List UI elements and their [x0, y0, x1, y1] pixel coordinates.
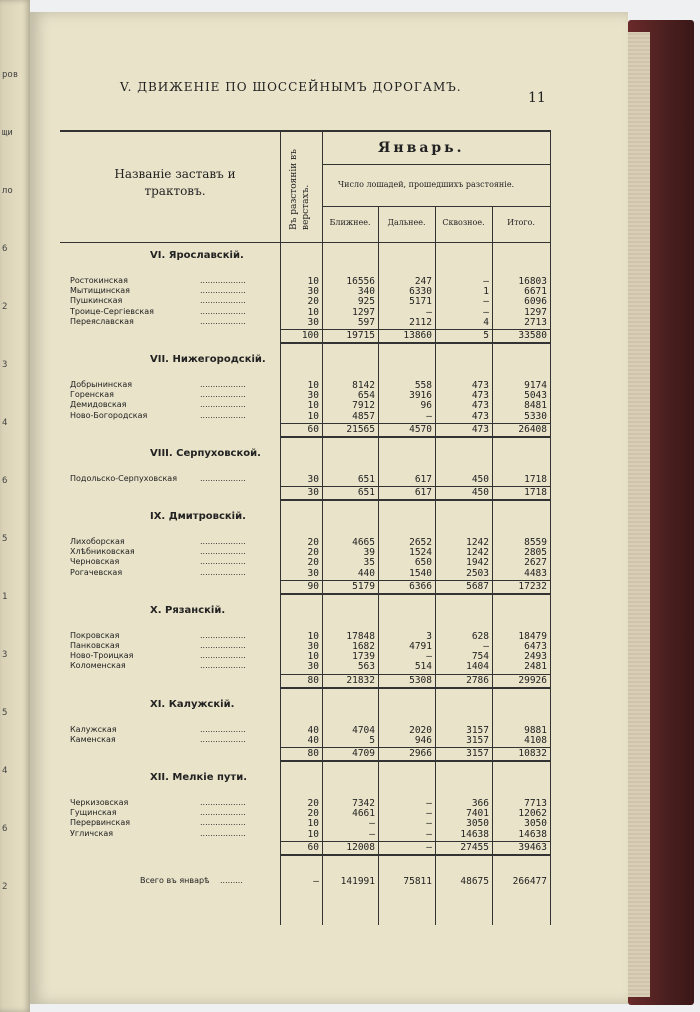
total-cell: 29926: [518, 674, 547, 686]
value-cell: 1297: [524, 306, 547, 318]
total-cell: 5: [483, 330, 489, 341]
value-cell: 7401: [466, 808, 489, 820]
distance-cell: 30: [307, 567, 319, 579]
value-cell: —: [426, 818, 432, 830]
total-cell: 651: [357, 487, 375, 498]
leader-dots: ..................: [200, 818, 246, 828]
leader-dots: ..................: [200, 651, 246, 661]
value-cell: 8559: [524, 537, 547, 548]
value-cell: 2652: [409, 537, 432, 548]
grand-total-label: Всего въ январѣ: [140, 875, 210, 885]
value-cell: 4857: [352, 410, 375, 422]
row-name: Горенская: [70, 390, 114, 400]
distance-cell: 20: [307, 557, 319, 569]
value-cell: 1739: [352, 651, 375, 663]
distance-cell: 90: [307, 580, 319, 592]
value-cell: 3157: [466, 734, 489, 746]
value-cell: 597: [357, 316, 375, 328]
value-cell: 4661: [352, 808, 375, 820]
value-cell: 5171: [409, 296, 432, 308]
leader-dots: ..................: [200, 276, 246, 285]
fragment-text: ло: [2, 186, 13, 196]
distance-cell: 30: [307, 286, 319, 298]
value-cell: 247: [414, 276, 432, 287]
value-cell: 1524: [409, 547, 432, 559]
distance-cell: 80: [307, 674, 319, 686]
value-cell: 3050: [466, 818, 489, 830]
section-rule: [280, 436, 550, 438]
total-cell: 75811: [403, 875, 432, 887]
leader-dots: ..................: [200, 547, 246, 557]
value-cell: 6671: [524, 286, 547, 298]
fragment-text: 4: [2, 766, 8, 776]
distance-cell: 80: [307, 748, 319, 759]
row-name: Добрынинская: [70, 380, 133, 389]
total-cell: 19715: [346, 330, 375, 341]
total-cell: 12008: [346, 841, 375, 853]
leader-dots: ..................: [200, 828, 246, 838]
value-cell: 514: [414, 661, 432, 673]
value-cell: 563: [357, 661, 375, 673]
value-cell: 2020: [409, 724, 432, 736]
fragment-text: 4: [2, 418, 8, 428]
fragment-text: 5: [2, 708, 8, 718]
total-cell: 21832: [346, 674, 375, 686]
total-cell: 4709: [352, 748, 375, 759]
fragment-text: 1: [2, 592, 8, 602]
distance-cell: 10: [307, 818, 319, 830]
section-rule: [280, 342, 550, 344]
distance-cell: 20: [307, 547, 319, 559]
value-cell: —: [426, 798, 432, 809]
value-cell: 6096: [524, 296, 547, 308]
month-rule: [322, 164, 550, 165]
value-cell: 18479: [518, 630, 547, 642]
row-name: Покровская: [70, 630, 120, 640]
page: [30, 12, 628, 1004]
total-cell: 3157: [466, 748, 489, 759]
section-title: XII. Мелкіе пути.: [150, 772, 247, 783]
row-name: Калужская: [70, 724, 117, 734]
distance-cell: —: [313, 875, 319, 887]
value-cell: 1718: [524, 473, 547, 485]
value-cell: 440: [357, 567, 375, 579]
value-cell: 754: [471, 651, 489, 663]
section-title: VIII. Серпуховской.: [150, 447, 261, 459]
value-cell: —: [483, 641, 489, 652]
value-cell: —: [369, 818, 375, 830]
value-cell: —: [426, 808, 432, 820]
row-name: Коломенская: [70, 661, 126, 671]
month-header: Январь.: [378, 140, 465, 156]
row-name: Хлѣбниковская: [70, 547, 135, 557]
value-cell: 4483: [524, 567, 547, 579]
row-name: Переяславская: [70, 316, 134, 326]
value-cell: 39: [363, 547, 375, 559]
total-cell: 617: [414, 487, 432, 498]
value-cell: —: [426, 828, 432, 840]
row-name: Рогачевская: [70, 567, 123, 577]
distance-cell: 100: [301, 330, 319, 341]
value-cell: 473: [471, 390, 489, 402]
page-header: V. ДВИЖЕНІЕ ПО ШОССЕЙНЫМЪ ДОРОГАМЪ.: [120, 80, 462, 94]
distance-cell: 60: [307, 841, 319, 853]
fragment-text: 2: [2, 882, 8, 892]
table-top-rule: [60, 130, 550, 132]
distance-cell: 10: [307, 276, 319, 287]
section-title: IX. Дмитровскій.: [150, 511, 246, 522]
value-cell: 6330: [409, 286, 432, 298]
value-cell: 2503: [466, 567, 489, 579]
section-title: VI. Ярославскій.: [150, 250, 244, 261]
leader-dots: ..................: [200, 734, 246, 744]
value-cell: 6473: [524, 641, 547, 652]
row-name: Ростокинская: [70, 276, 128, 285]
total-cell: 10832: [518, 748, 547, 759]
row-name: Пушкинская: [70, 296, 123, 306]
value-cell: 3: [426, 630, 432, 642]
value-cell: 1242: [466, 547, 489, 559]
total-cell: 26408: [518, 423, 547, 435]
row-name: Черкизовская: [70, 798, 129, 807]
row-name: Мытищинская: [70, 286, 130, 296]
value-cell: 2713: [524, 316, 547, 328]
fragment-text: щи: [2, 128, 13, 138]
section-title: X. Рязанскій.: [150, 604, 226, 616]
value-cell: 14638: [460, 828, 489, 840]
row-name: Угличская: [70, 828, 114, 838]
distance-cell: 60: [307, 423, 319, 435]
leader-dots: ..................: [200, 641, 246, 650]
value-cell: 1682: [352, 641, 375, 652]
value-cell: —: [369, 828, 375, 840]
value-cell: 558: [414, 380, 432, 391]
sub-column-header: Сквозное.: [442, 218, 485, 227]
total-cell: 266477: [512, 875, 547, 887]
total-cell: 473: [471, 423, 489, 435]
leader-dots: ..................: [200, 724, 246, 734]
value-cell: 651: [357, 473, 375, 485]
fragment-text: 6: [2, 476, 8, 486]
value-cell: —: [483, 306, 489, 318]
value-cell: 1942: [466, 557, 489, 569]
leader-dots: ..................: [200, 808, 246, 818]
total-cell: 48675: [460, 875, 489, 887]
value-cell: 366: [471, 798, 489, 809]
fragment-text: 6: [2, 244, 8, 254]
value-cell: 5330: [524, 410, 547, 422]
group-header: Число лошадей, прошедшихъ разстояніе.: [338, 180, 515, 189]
value-cell: 1404: [466, 661, 489, 673]
total-cell: 5308: [409, 674, 432, 686]
row-name: Подольско-Серпуховская: [70, 473, 178, 483]
leader-dots: ..................: [200, 630, 246, 640]
total-cell: 39463: [518, 841, 547, 853]
fragment-text: 3: [2, 650, 8, 660]
row-name: Ново-Троицкая: [70, 651, 134, 661]
total-cell: 13860: [403, 330, 432, 341]
distance-cell: 20: [307, 798, 319, 809]
value-cell: 35: [363, 557, 375, 569]
value-cell: —: [483, 296, 489, 308]
distance-cell: 40: [307, 734, 319, 746]
leader-dots: ..................: [200, 306, 246, 316]
distance-cell: 30: [307, 487, 319, 498]
value-cell: 7713: [524, 798, 547, 809]
value-cell: 8481: [524, 400, 547, 412]
fragment-text: 2: [2, 302, 8, 312]
value-cell: 2805: [524, 547, 547, 559]
fragment-text: 5: [2, 534, 8, 544]
distance-cell: 20: [307, 808, 319, 820]
value-cell: 16556: [346, 276, 375, 287]
value-cell: 473: [471, 400, 489, 412]
previous-page-strip: [0, 0, 30, 1012]
total-cell: 1718: [524, 487, 547, 498]
distance-cell: 30: [307, 661, 319, 673]
value-cell: 3916: [409, 390, 432, 402]
page-number: 11: [528, 90, 546, 106]
total-cell: 2786: [466, 674, 489, 686]
value-cell: 1242: [466, 537, 489, 548]
name-column-header: Названіе заставъ и трактовъ.: [114, 167, 236, 198]
leader-dots: ..................: [200, 473, 246, 483]
section-rule: [280, 593, 550, 595]
section-rule: [280, 499, 550, 501]
table-header-rule: [60, 242, 550, 243]
value-cell: 14638: [518, 828, 547, 840]
value-cell: 9881: [524, 724, 547, 736]
value-cell: 946: [414, 734, 432, 746]
distance-cell: 30: [307, 390, 319, 402]
total-cell: —: [426, 841, 432, 853]
leader-dots: ..................: [200, 410, 246, 420]
value-cell: 1540: [409, 567, 432, 579]
page-edges: [628, 32, 650, 997]
row-name: Черновская: [70, 557, 120, 567]
row-name: Лихоборская: [70, 537, 125, 546]
distance-cell: 40: [307, 724, 319, 736]
value-cell: 17848: [346, 630, 375, 642]
fragment-text: 3: [2, 360, 8, 370]
distance-cell: 10: [307, 410, 319, 422]
section-title: VII. Нижегородскій.: [150, 354, 266, 365]
value-cell: —: [426, 306, 432, 318]
distance-cell: 30: [307, 641, 319, 652]
value-cell: —: [426, 410, 432, 422]
value-cell: 4704: [352, 724, 375, 736]
row-name: Демидовская: [70, 400, 127, 410]
value-cell: 4791: [409, 641, 432, 652]
value-cell: 654: [357, 390, 375, 402]
row-name: Гущинская: [70, 808, 117, 818]
row-name: Троице-Сергіевская: [70, 306, 154, 316]
leader-dots: ..................: [200, 661, 246, 671]
leader-dots: ..................: [200, 380, 246, 389]
leader-dots: .........: [220, 875, 243, 885]
value-cell: 3050: [524, 818, 547, 830]
sub-column-header: Дальнее.: [387, 218, 426, 227]
row-name: Панковская: [70, 641, 120, 650]
section-rule: [280, 687, 550, 689]
leader-dots: ..................: [200, 286, 246, 296]
distance-cell: 10: [307, 651, 319, 663]
value-cell: 450: [471, 473, 489, 485]
value-cell: 617: [414, 473, 432, 485]
section-rule: [280, 854, 550, 856]
value-cell: 16803: [518, 276, 547, 287]
value-cell: 8142: [352, 380, 375, 391]
value-cell: 7342: [352, 798, 375, 809]
total-cell: 5179: [352, 580, 375, 592]
leader-dots: ..................: [200, 400, 246, 410]
value-cell: 3157: [466, 724, 489, 736]
value-cell: 650: [414, 557, 432, 569]
distance-cell: 10: [307, 380, 319, 391]
value-cell: 2627: [524, 557, 547, 569]
total-cell: 141991: [340, 875, 375, 887]
distance-cell: 20: [307, 537, 319, 548]
value-cell: 2493: [524, 651, 547, 663]
value-cell: 4108: [524, 734, 547, 746]
value-cell: 628: [471, 630, 489, 642]
fragment-text: ров: [2, 70, 19, 80]
leader-dots: ..................: [200, 316, 246, 326]
total-cell: 27455: [460, 841, 489, 853]
value-cell: 4665: [352, 537, 375, 548]
value-cell: 9174: [524, 380, 547, 391]
distance-cell: 10: [307, 630, 319, 642]
row-name: Ново-Богородская: [70, 410, 148, 420]
distance-cell: 10: [307, 828, 319, 840]
value-cell: —: [483, 276, 489, 287]
distance-cell: 30: [307, 316, 319, 328]
column-rule: [550, 130, 551, 925]
value-cell: 5: [369, 734, 375, 746]
distance-cell: 10: [307, 306, 319, 318]
distance-cell: 20: [307, 296, 319, 308]
value-cell: 1: [483, 286, 489, 298]
total-cell: 450: [471, 487, 489, 498]
traffic-table: [60, 130, 550, 925]
total-cell: 21565: [346, 423, 375, 435]
total-cell: 33580: [518, 330, 547, 341]
value-cell: 5043: [524, 390, 547, 402]
section-rule: [280, 760, 550, 762]
total-cell: 5687: [466, 580, 489, 592]
distance-cell: 10: [307, 400, 319, 412]
leader-dots: ..................: [200, 567, 246, 577]
value-cell: 1297: [352, 306, 375, 318]
leader-dots: ..................: [200, 537, 246, 546]
total-cell: 2966: [409, 748, 432, 759]
value-cell: 12062: [518, 808, 547, 820]
value-cell: —: [426, 651, 432, 663]
value-cell: 925: [357, 296, 375, 308]
distance-column-header: Въ разстояніи въ верстахъ.: [289, 149, 311, 230]
value-cell: 4: [483, 316, 489, 328]
value-cell: 2112: [409, 316, 432, 328]
total-cell: 17232: [518, 580, 547, 592]
group-rule: [322, 206, 550, 207]
sub-column-header: Ближнее.: [329, 218, 371, 227]
value-cell: 7912: [352, 400, 375, 412]
value-cell: 96: [420, 400, 432, 412]
section-title: XI. Калужскій.: [150, 698, 235, 710]
row-name: Перервинская: [70, 818, 131, 828]
value-cell: 2481: [524, 661, 547, 673]
leader-dots: ..................: [200, 296, 246, 306]
sub-column-header: Итого.: [507, 218, 535, 227]
row-name: Каменская: [70, 734, 116, 744]
value-cell: 473: [471, 380, 489, 391]
leader-dots: ..................: [200, 557, 246, 567]
value-cell: 473: [471, 410, 489, 422]
fragment-text: 6: [2, 824, 8, 834]
total-cell: 6366: [409, 580, 432, 592]
leader-dots: ..................: [200, 390, 246, 400]
total-cell: 4570: [409, 423, 432, 435]
distance-cell: 30: [307, 473, 319, 485]
value-cell: 340: [357, 286, 375, 298]
leader-dots: ..................: [200, 798, 246, 807]
